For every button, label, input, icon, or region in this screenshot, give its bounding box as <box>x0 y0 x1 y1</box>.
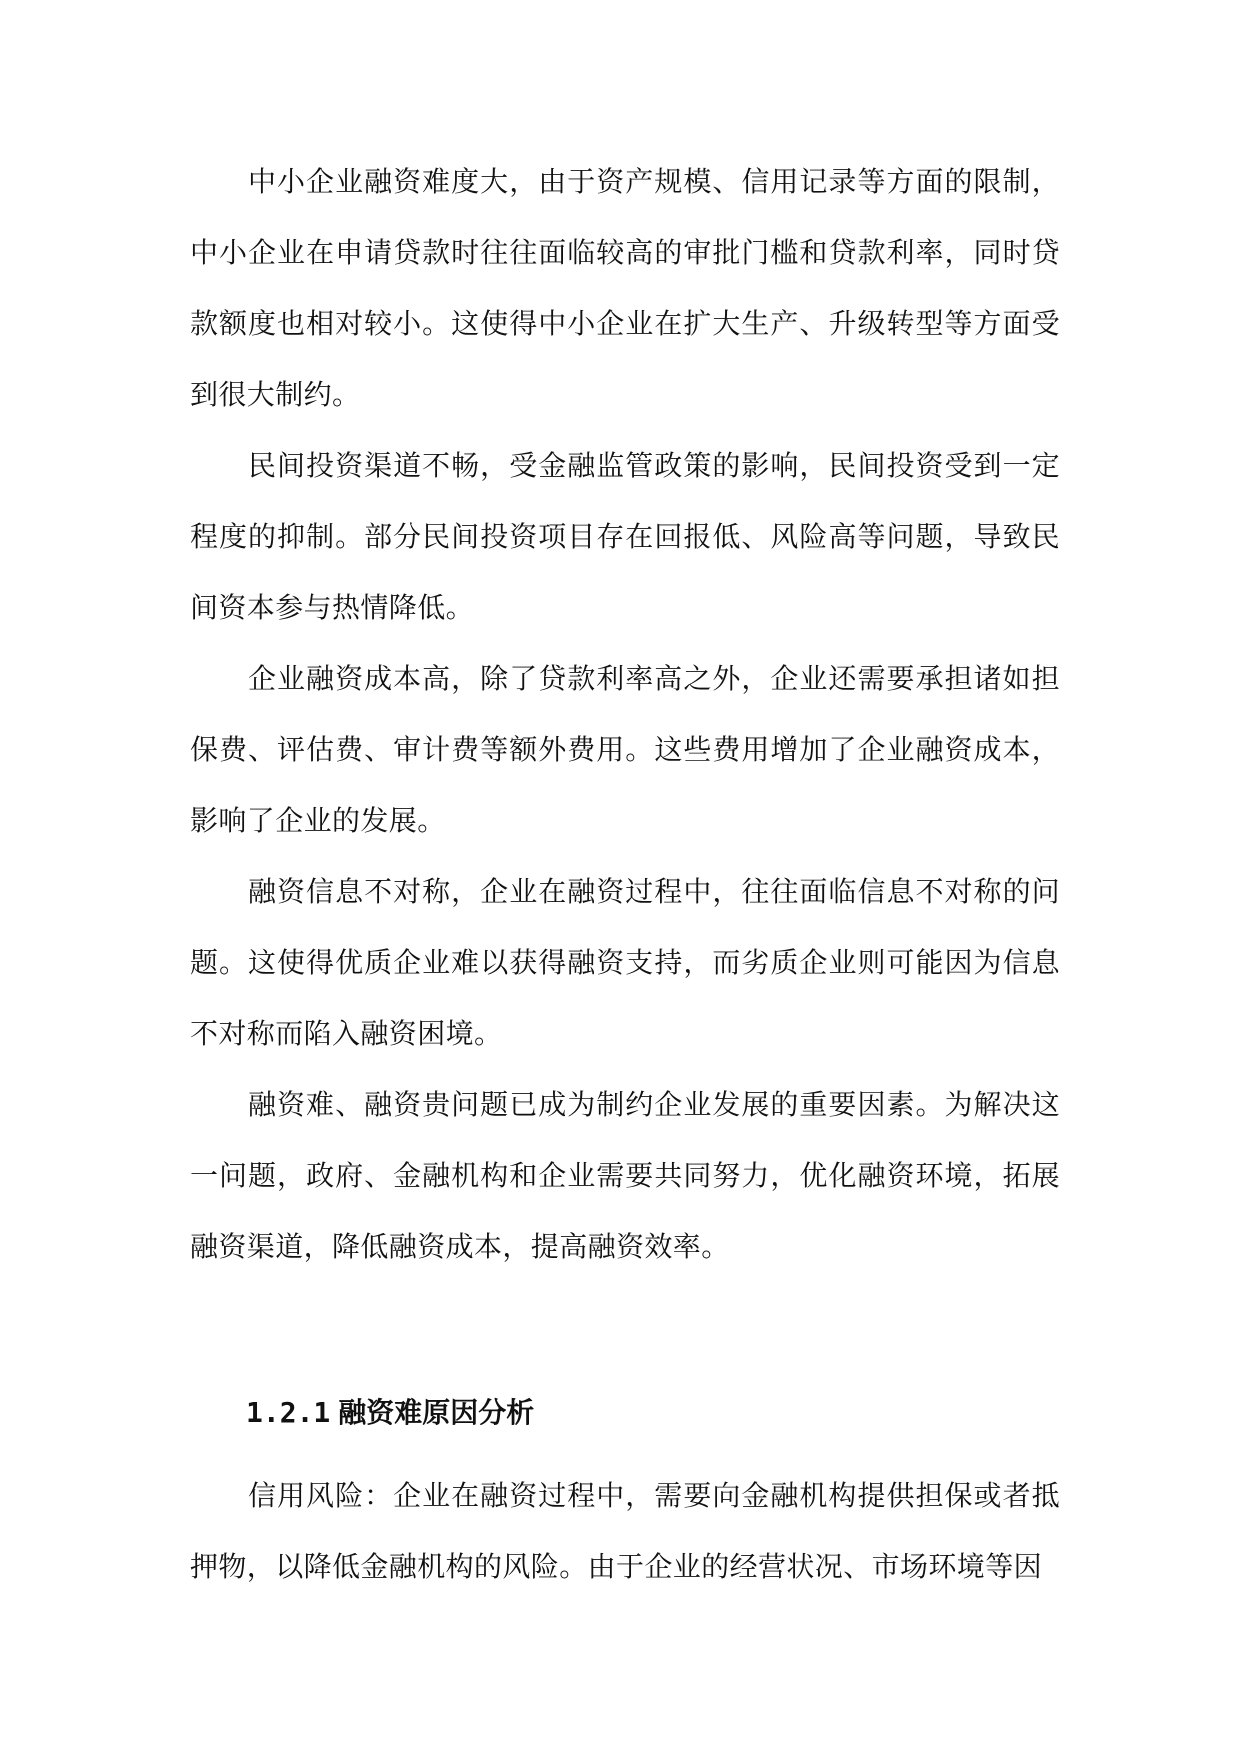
paragraph-financing-cost: 企业融资成本高，除了贷款利率高之外，企业还需要承担诸如担保费、评估费、审计费等额外费用。这些费用增加了企业融资成本，影响了企业的发展。 <box>190 662 1060 837</box>
section-number: 1.2.1 <box>246 1396 331 1429</box>
paragraph-credit-risk: 信用风险：企业在融资过程中，需要向金融机构提供担保或者抵押物，以降低金融机构的风险。由于企业的经营状况、市场环境等因 <box>190 1479 1060 1583</box>
paragraph-private-investment: 民间投资渠道不畅，受金融监管政策的影响，民间投资受到一定程度的抑制。部分民间投资项目存在回报低、风险高等问题，导致民间资本参与热情降低。 <box>190 449 1060 624</box>
paragraph-sme-financing: 中小企业融资难度大，由于资产规模、信用记录等方面的限制，中小企业在申请贷款时往往面临较高的审批门槛和贷款利率，同时贷款额度也相对较小。这使得中小企业在扩大生产、升级转型等方面受到很大制约。 <box>190 165 1060 411</box>
section-heading <box>246 1383 534 1443</box>
paragraph-information-asymmetry: 融资信息不对称，企业在融资过程中，往往面临信息不对称的问题。这使得优质企业难以获得融资支持，而劣质企业则可能因为信息不对称而陷入融资困境。 <box>190 875 1060 1050</box>
paragraph-summary: 融资难、融资贵问题已成为制约企业发展的重要因素。为解决这一问题，政府、金融机构和企业需要共同努力，优化融资环境，拓展融资渠道，降低融资成本，提高融资效率。 <box>190 1088 1060 1263</box>
section-title: 融资难原因分析 <box>338 1396 535 1429</box>
